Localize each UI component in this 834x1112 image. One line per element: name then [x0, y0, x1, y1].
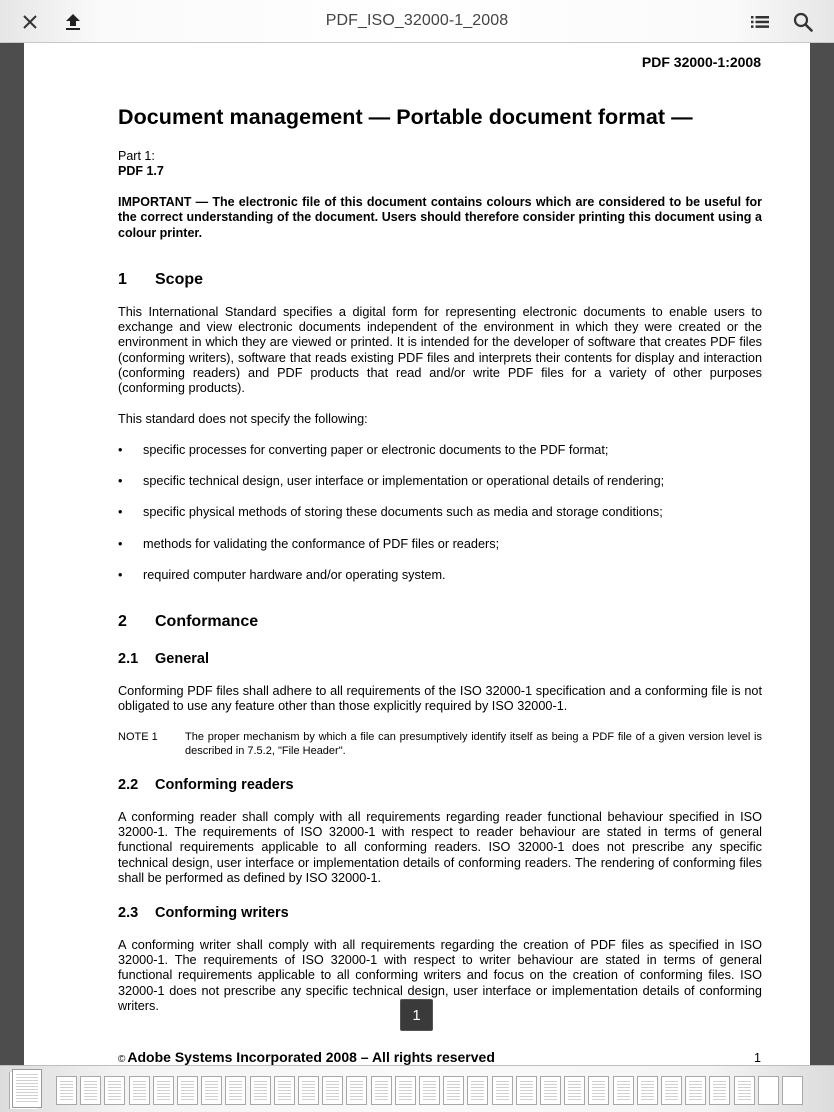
page-thumbnail[interactable] — [395, 1076, 416, 1105]
thumbnail-preview — [568, 1081, 581, 1100]
page-thumbnail[interactable] — [274, 1076, 295, 1105]
thumbnail-preview — [229, 1081, 242, 1100]
page-thumbnail[interactable] — [129, 1076, 150, 1105]
page-thumbnail[interactable] — [371, 1076, 392, 1105]
document-title: PDF_ISO_32000-1_2008 — [325, 12, 509, 29]
thumbnail-preview — [471, 1081, 484, 1100]
page-footer — [118, 1049, 495, 1065]
page-thumbnail[interactable] — [153, 1076, 174, 1105]
section-title: Scope — [155, 271, 204, 288]
page-thumbnail[interactable] — [467, 1076, 488, 1105]
subsection-heading-general: 2.1 General — [118, 651, 209, 667]
scope-paragraph: This International Standard specifies a digital form for representing electronic documents to enable users to exchange and view electronic documents independent of the environment in which they were created or the environment in which they are viewed or printed. It is intended for the developer of software that creates PDF files (conforming writers), software that reads existing PDF files and interprets their contents for display and interaction (conforming readers) and PDF products that read and/or write PDF files for a variety of other purposes (conforming products). — [118, 305, 762, 396]
page-thumbnail[interactable] — [419, 1076, 440, 1105]
list-item: • required computer hardware and/or operating system. — [118, 568, 446, 582]
page-thumbnail[interactable] — [443, 1076, 464, 1105]
thumbnail-strip[interactable] — [0, 1065, 834, 1112]
scope-paragraph-2: This standard does not specify the following: — [118, 412, 368, 426]
page-number: 1 — [754, 1051, 761, 1065]
footer-text: Adobe Systems Incorporated 2008 – All rights reserved — [127, 1049, 495, 1065]
note-label: NOTE 1 — [118, 731, 158, 743]
page-thumbnail[interactable] — [613, 1076, 634, 1105]
thumbnail-preview — [713, 1081, 726, 1100]
page-thumbnail[interactable] — [709, 1076, 730, 1105]
thumbnail-preview — [181, 1081, 194, 1100]
writers-paragraph: A conforming writer shall comply with all requirements regarding the creation of PDF files as specified in ISO 32000-1. The requirements of ISO 32000-1 with respect to writer behaviour are stated in terms of general functional requirements applicable to all conforming writers and focus on the creation of conforming files. ISO 32000-1 does not prescribe any specific technical design, user interface or implementation details of conforming writers. — [118, 938, 762, 1013]
thumbnail-preview — [689, 1081, 702, 1100]
page-thumbnail[interactable] — [637, 1076, 658, 1105]
subsection-heading-writers: 2.3 Conforming writers — [118, 905, 289, 921]
important-notice: IMPORTANT — The electronic file of this document contains colours which are considered to be useful for the correct understanding of the document. Users should therefore consider printing this document using a colour printer. — [118, 195, 762, 240]
page-thumbnail[interactable] — [734, 1076, 755, 1105]
document-id: PDF 32000-1:2008 — [641, 54, 761, 70]
thumbnail-preview — [278, 1081, 291, 1100]
readers-paragraph: A conforming reader shall comply with all requirements regarding reader functional behaviour specified in ISO 32000-1. The requirements of ISO 32000-1 with respect to reader behaviour are stated in terms of general functional requirements applicable to all conforming readers. ISO 32000-1 does not prescribe any specific technical design, user interface or implementation details of conforming readers. The rendering of conforming files shall be performed as defined by ISO 32000-1. — [118, 810, 762, 885]
page-thumbnail[interactable] — [588, 1076, 609, 1105]
thumbnail-preview — [108, 1081, 121, 1100]
thumbnail-preview — [423, 1081, 436, 1100]
thumbnail-preview — [399, 1081, 412, 1100]
general-paragraph: Conforming PDF files shall adhere to all requirements of the ISO 32000-1 specification and a conforming file is not obligated to use any feature other than those explicitly required by ISO 32000-1. — [118, 684, 762, 714]
part-label: Part 1: — [118, 149, 155, 163]
page-thumbnail[interactable] — [12, 1069, 42, 1108]
thumbnail-preview — [133, 1081, 146, 1100]
page-thumbnail[interactable] — [250, 1076, 271, 1105]
page-thumbnail[interactable] — [758, 1076, 779, 1105]
thumbnail-preview — [375, 1081, 388, 1100]
page-thumbnail[interactable] — [225, 1076, 246, 1105]
page-thumbnail[interactable] — [104, 1076, 125, 1105]
page-thumbnail[interactable] — [177, 1076, 198, 1105]
list-item: • specific processes for converting paper or electronic documents to the PDF format; — [118, 443, 609, 457]
page-thumbnail[interactable] — [685, 1076, 706, 1105]
thumbnail-preview — [302, 1081, 315, 1100]
thumbnail-preview — [544, 1081, 557, 1100]
thumbnail-preview — [665, 1081, 678, 1100]
thumbnail-preview — [738, 1081, 751, 1100]
page-thumbnail[interactable] — [201, 1076, 222, 1105]
page-thumbnail[interactable] — [516, 1076, 537, 1105]
thumbnail-preview — [60, 1081, 73, 1100]
search-icon — [793, 12, 813, 32]
note — [118, 731, 762, 758]
subsection-heading-readers: 2.2 Conforming readers — [118, 777, 294, 793]
page-thumbnail[interactable] — [56, 1076, 77, 1105]
thumbnail-preview — [592, 1081, 605, 1100]
pdf-page[interactable] — [24, 43, 810, 1065]
thumbnail-preview — [641, 1081, 654, 1100]
thumbnail-preview — [520, 1081, 533, 1100]
section-heading-conformance: 2 Conformance — [118, 613, 259, 630]
note-text: The proper mechanism by which a file can presumptively identify itself as being a PDF file of a given version level is described in 7.5.2, "File Header". — [185, 731, 762, 757]
list-item: • specific technical design, user interface or implementation or operational details of rendering; — [118, 474, 665, 488]
thumbnail-preview — [157, 1081, 170, 1100]
right-margin — [810, 43, 834, 1065]
thumbnail-preview — [447, 1081, 460, 1100]
page-title: Document management — Portable document format — — [118, 105, 693, 129]
thumbnail-preview — [496, 1081, 509, 1100]
left-margin — [0, 43, 24, 1065]
list-item: • specific physical methods of storing these documents such as media and storage conditions; — [118, 505, 663, 519]
page-thumbnail[interactable] — [346, 1076, 367, 1105]
thumbnail-preview — [84, 1081, 97, 1100]
list-item: • methods for validating the conformance of PDF files or readers; — [118, 537, 500, 551]
page-thumbnail[interactable] — [540, 1076, 561, 1105]
thumbnail-preview — [205, 1081, 218, 1100]
search-button[interactable] — [789, 8, 817, 36]
page-thumbnail[interactable] — [564, 1076, 585, 1105]
thumbnail-preview — [350, 1081, 363, 1100]
top-toolbar — [0, 0, 834, 43]
section-number: 1 — [118, 271, 127, 288]
list-icon — [751, 15, 769, 29]
part-value: PDF 1.7 — [118, 164, 164, 178]
page-thumbnail[interactable] — [322, 1076, 343, 1105]
page-thumbnail[interactable] — [661, 1076, 682, 1105]
page-thumbnail[interactable] — [298, 1076, 319, 1105]
thumbnail-preview — [326, 1081, 339, 1100]
page-indicator: 1 — [400, 999, 433, 1031]
section-heading-scope — [118, 271, 203, 289]
page-thumbnail[interactable] — [782, 1076, 803, 1105]
thumbnail-preview — [254, 1081, 267, 1100]
thumbnail-preview — [617, 1081, 630, 1100]
outline-button[interactable] — [746, 8, 774, 36]
page-thumbnail[interactable] — [492, 1076, 513, 1105]
thumbnail-preview — [16, 1074, 38, 1103]
page-thumbnail[interactable] — [80, 1076, 101, 1105]
copyright-icon: © — [118, 1054, 126, 1065]
